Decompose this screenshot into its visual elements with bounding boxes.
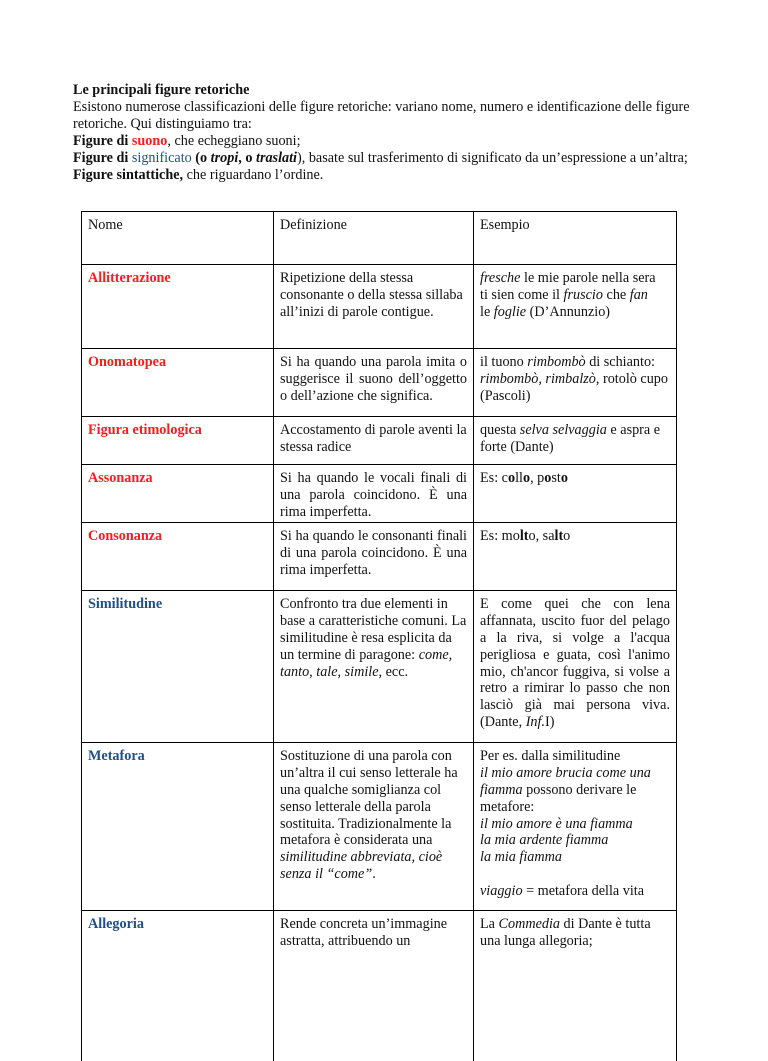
example-text: Per es. dalla similitudine: [480, 748, 621, 765]
example-text: st: [551, 470, 561, 486]
figure-name: Onomatopea: [88, 354, 167, 370]
figure-name: Allitterazione: [88, 270, 171, 286]
header-cell-esempio: Esempio: [474, 212, 677, 265]
example-text: o: [507, 470, 516, 486]
example-text: Es: c: [480, 470, 508, 486]
example-text: fruscio: [563, 286, 603, 303]
intro-section: [73, 82, 695, 184]
table-row: [82, 743, 677, 911]
example-text: o: [544, 470, 552, 486]
document-title: Le principali figure retoriche: [73, 82, 250, 98]
definition-text: come, tanto, tale, simile: [280, 646, 453, 680]
figure-example: [474, 591, 677, 743]
example-text: Es: mo: [480, 528, 520, 545]
figure-definition: Si ha quando le vocali finali di una parola coincidono. È una rima imperfetta.: [280, 470, 467, 520]
intro-item-significato: [73, 150, 695, 167]
example-text: il mio amore è una fiamma: [480, 815, 633, 832]
figure-definition: [274, 743, 474, 911]
item-label: Figure di: [73, 133, 132, 149]
definition-text: , ecc.: [378, 663, 409, 680]
table-row: [82, 417, 677, 465]
definition-text: .: [372, 865, 376, 882]
item-text: , che echeggiano suoni;: [167, 133, 301, 149]
table-row: [82, 265, 677, 349]
figure-name: Figura etimologica: [88, 422, 202, 438]
item-text: , o: [238, 150, 256, 166]
example-text: di Dante è tutta una lunga allegoria;: [480, 916, 651, 950]
example-text: le mie parole nella sera: [520, 270, 656, 286]
item-keyword: suono: [131, 133, 168, 149]
figure-name: Consonanza: [88, 528, 163, 545]
figure-example: [474, 265, 677, 349]
figure-definition: Si ha quando le consonanti finali di una parola coincidono. È una rima imperfetta.: [280, 528, 467, 578]
example-text: = metafora della vita: [522, 882, 645, 899]
example-text: viaggio: [480, 882, 523, 899]
item-text: tropi: [210, 150, 239, 166]
figure-example: [474, 743, 677, 911]
example-text: lt: [554, 528, 564, 545]
example-text: rimbombò: [527, 354, 586, 370]
example-text: il mio amore brucia come una fiamma: [480, 765, 651, 798]
example-text: che: [602, 286, 630, 303]
figure-example: [474, 349, 677, 417]
figure-definition: [274, 591, 474, 743]
example-text: la mia ardente fiamma: [480, 832, 609, 849]
table-row: [82, 523, 677, 591]
table-header-row: [82, 212, 677, 265]
example-text: ll: [515, 470, 523, 486]
example-text: rotolò cupo (Pascoli): [480, 370, 668, 404]
example-text: o: [560, 470, 568, 486]
intro-item-sintattiche: [73, 167, 695, 184]
figures-table: [81, 211, 677, 1061]
item-label: Figure di: [73, 150, 132, 166]
header-cell-definizione: Definizione: [274, 212, 474, 265]
item-text: (o: [191, 150, 211, 166]
item-text: che riguardano l’ordine.: [183, 167, 324, 183]
example-text: o: [563, 528, 571, 545]
example-text: possono derivare le metafore:: [480, 781, 637, 815]
spacer: [480, 866, 670, 883]
example-text: fan: [629, 286, 648, 303]
item-label: Figure sintattiche,: [73, 167, 184, 183]
figure-example: [474, 911, 677, 1061]
example-text: o: [522, 470, 531, 486]
example-text: fresche: [480, 270, 521, 286]
table-row: [82, 349, 677, 417]
table-row: [82, 911, 677, 1061]
item-keyword: significato: [131, 150, 192, 166]
figure-definition: Accostamento di parole aventi la stessa radice: [280, 422, 467, 455]
example-text: selva selvaggia: [519, 422, 607, 438]
figure-example: [474, 465, 677, 523]
figure-definition: Si ha quando una parola imita o suggerisce il suono dell’oggetto o dell’azione che significa.: [280, 354, 467, 404]
document-body: [73, 82, 695, 184]
figure-example: [474, 417, 677, 465]
figure-definition: Rende concreta un’immagine astratta, attribuendo un: [280, 916, 448, 950]
example-text: di schianto:: [585, 354, 655, 370]
example-text: ti sien come il: [480, 286, 564, 303]
definition-text: Confronto tra due elementi in base a caratteristiche comuni. La similitudine è resa esplicita da un termine di paragone:: [280, 596, 467, 663]
figure-example: [474, 523, 677, 591]
item-text: traslati: [256, 150, 297, 166]
example-text: I): [545, 713, 555, 730]
example-text: foglie: [493, 303, 527, 320]
figure-definition: Ripetizione della stessa consonante o della stessa sillaba all’inizi di parole contigue.: [280, 270, 463, 320]
figure-name: Similitudine: [88, 596, 163, 613]
definition-text: similitudine abbreviata, cioè senza il “come”: [280, 849, 443, 882]
example-text: la mia fiamma: [480, 849, 562, 866]
header-cell-nome: Nome: [82, 212, 274, 265]
item-text: ), basate sul trasferimento di significato da un’espressione a un’altra;: [297, 150, 688, 166]
example-text: lt: [519, 528, 529, 545]
example-text: La: [480, 916, 499, 933]
example-text: (D’Annunzio): [526, 303, 611, 320]
figure-name: Metafora: [88, 748, 145, 765]
example-text: E come quei che con lena affannata, uscito fuor del pelago a la riva, si volge a l'acqua perigliosa e guata, così l'animo mio, ch'ancor fuggiva, si volse a retro a rimirar lo passo che non lasciò già mai persona viva. (Dante,: [480, 596, 670, 730]
intro-item-suono: [73, 133, 695, 150]
intro-paragraph: Esistono numerose classificazioni delle figure retoriche: variano nome, numero e identificazione delle figure retoriche. Qui distinguiamo tra:: [73, 99, 690, 132]
example-text: le: [480, 303, 494, 320]
figure-name: Assonanza: [88, 470, 153, 486]
example-text: e aspra e forte (Dante): [480, 422, 661, 455]
figure-name: Allegoria: [88, 916, 144, 933]
definition-text: Sostituzione di una parola con un’altra il cui senso letterale ha una qualche somiglianza col senso letterale della parola sostituita. Tradizionalmente la metafora è considerata una: [280, 748, 458, 849]
example-text: rimbombò, rimbalzò,: [480, 370, 600, 387]
example-text: Inf.: [525, 713, 546, 730]
table-row: [82, 465, 677, 523]
example-text: o, sa: [528, 528, 555, 545]
example-text: , p: [530, 470, 545, 486]
example-text: Commedia: [498, 916, 560, 933]
example-text: questa: [480, 422, 520, 438]
example-text: il tuono: [480, 354, 528, 370]
table-row: [82, 591, 677, 743]
